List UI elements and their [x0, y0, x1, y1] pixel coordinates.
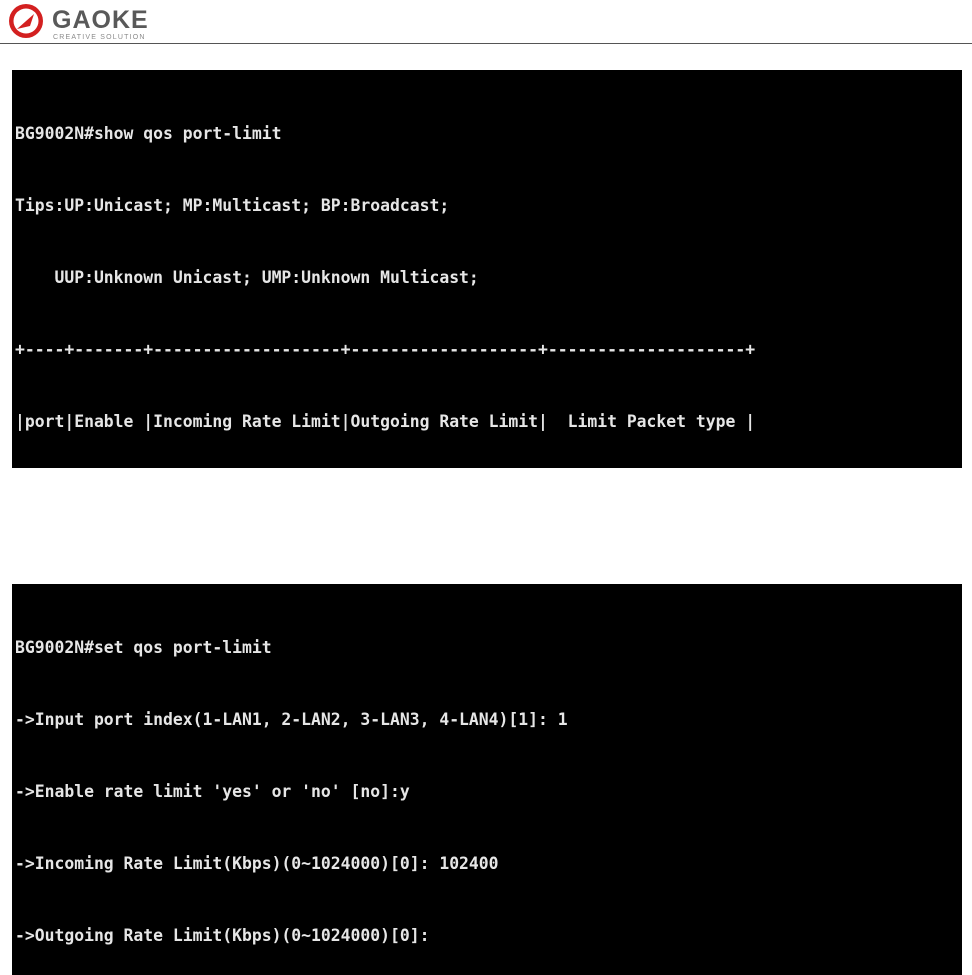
terminal-show-qos-port-limit[interactable] [12, 70, 962, 468]
terminal-line: BG9002N#set qos port-limit [15, 638, 272, 657]
svg-text:CREATIVE SOLUTION: CREATIVE SOLUTION [53, 34, 146, 41]
terminal-line: ->Enable rate limit 'yes' or 'no' [no]:y [15, 782, 410, 801]
terminal-line: BG9002N#show qos port-limit [15, 124, 282, 143]
terminal-set-qos-port-limit[interactable] [12, 584, 962, 975]
svg-text:GAOKE: GAOKE [52, 6, 149, 34]
page-header [0, 0, 972, 46]
terminal-line: UUP:Unknown Unicast; UMP:Unknown Multicast; [15, 268, 479, 287]
table-header-row: |port|Enable |Incoming Rate Limit|Outgoing Rate Limit| Limit Packet type | [15, 412, 756, 431]
terminal-line: ->Incoming Rate Limit(Kbps)(0~1024000)[0]: 102400 [15, 854, 499, 873]
table-border: +----+-------+-------------------+-------------------+--------------------+ [15, 340, 756, 359]
gaoke-emblem-icon [9, 4, 43, 38]
terminal-line: ->Input port index(1-LAN1, 2-LAN2, 3-LAN3, 4-LAN4)[1]: 1 [15, 710, 568, 729]
terminal-line: Tips:UP:Unicast; MP:Multicast; BP:Broadcast; [15, 196, 450, 215]
terminal-line: ->Outgoing Rate Limit(Kbps)(0~1024000)[0]: [15, 926, 430, 945]
header-divider [0, 43, 972, 44]
gaoke-logo [4, 2, 174, 42]
